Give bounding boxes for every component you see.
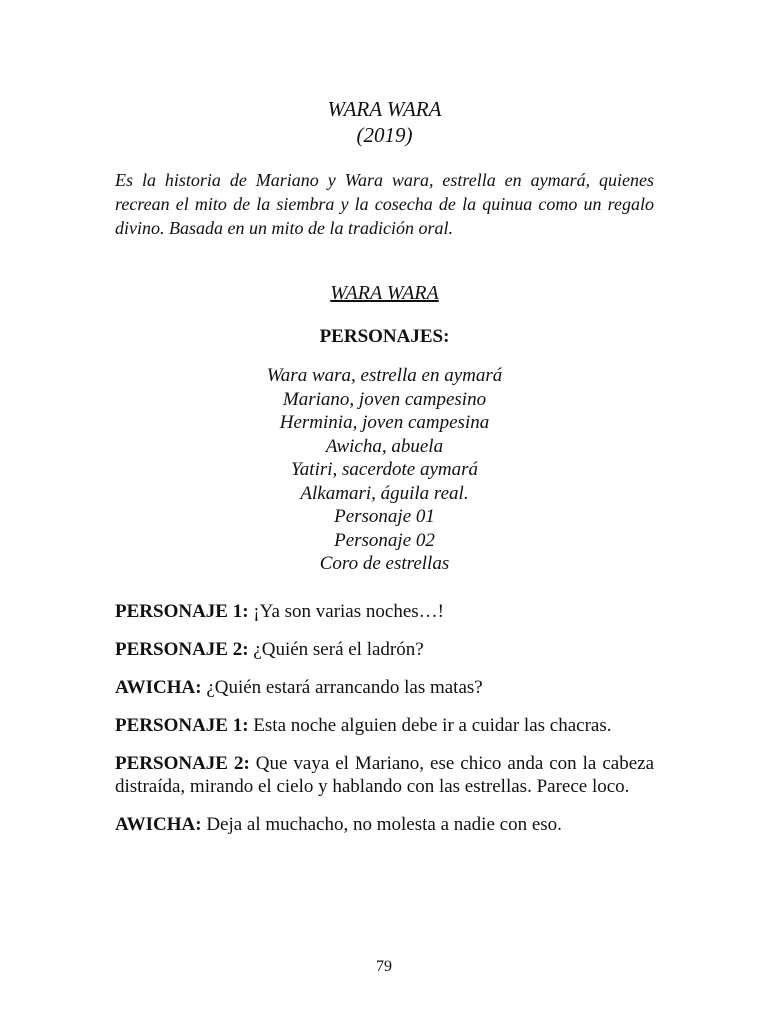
dialogue-text: ¡Ya son varias noches…!: [248, 600, 444, 622]
cast-item: Wara wara, estrella en aymará: [266, 365, 503, 386]
dialogue-text: Que vaya el Mariano, ese chico anda con la cabeza distraída, mirando el cielo y hablando con las estrellas. Parece loco.: [115, 752, 654, 797]
speaker-name: AWICHA:: [115, 813, 202, 835]
speaker-name: PERSONAJE 1:: [115, 600, 249, 622]
cast-item: Alkamari, águila real.: [300, 482, 469, 504]
speaker-name: PERSONAJE 2:: [115, 752, 250, 774]
cast-item: Coro de estrellas: [319, 553, 450, 574]
dialogue-line: [115, 676, 654, 699]
dialogue-line: [115, 752, 654, 798]
dialogue-line: [115, 638, 654, 661]
document-title: WARA WARA: [327, 97, 442, 121]
document-page: [115, 96, 654, 851]
play-title: WARA WARA: [330, 282, 439, 304]
cast-item: Yatiri, sacerdote aymará: [290, 459, 478, 480]
dialogue-line: [115, 600, 654, 623]
speaker-name: PERSONAJE 2:: [115, 638, 249, 660]
speaker-name: AWICHA:: [115, 676, 202, 698]
synopsis-paragraph: Es la historia de Mariano y Wara wara, estrella en aymará, quienes recrean el mito de la siembra y la cosecha de la quinua como un regalo divino. Basada en un mito de la tradición oral.: [115, 170, 654, 238]
dialogue-section: [115, 600, 654, 836]
cast-item: Awicha, abuela: [325, 435, 444, 457]
dialogue-text: ¿Quién estará arrancando las matas?: [201, 676, 483, 698]
document-year: (2019): [356, 123, 413, 147]
dialogue-text: Deja al muchacho, no molesta a nadie con eso.: [201, 813, 562, 835]
speaker-name: PERSONAJE 1:: [115, 714, 249, 736]
document-title-block: [115, 96, 654, 148]
cast-item: Personaje 01: [334, 506, 435, 527]
dialogue-text: ¿Quién será el ladrón?: [248, 638, 424, 660]
dialogue-line: [115, 813, 654, 836]
dialogue-line: [115, 714, 654, 737]
page-number: 79: [376, 958, 392, 975]
cast-item: Herminia, joven campesina: [279, 412, 490, 433]
dialogue-text: Esta noche alguien debe ir a cuidar las chacras.: [248, 714, 612, 736]
cast-item: Mariano, joven campesino: [282, 388, 487, 410]
cast-list: [115, 364, 654, 576]
cast-item: Personaje 02: [334, 529, 435, 551]
cast-heading: PERSONAJES:: [319, 326, 450, 347]
